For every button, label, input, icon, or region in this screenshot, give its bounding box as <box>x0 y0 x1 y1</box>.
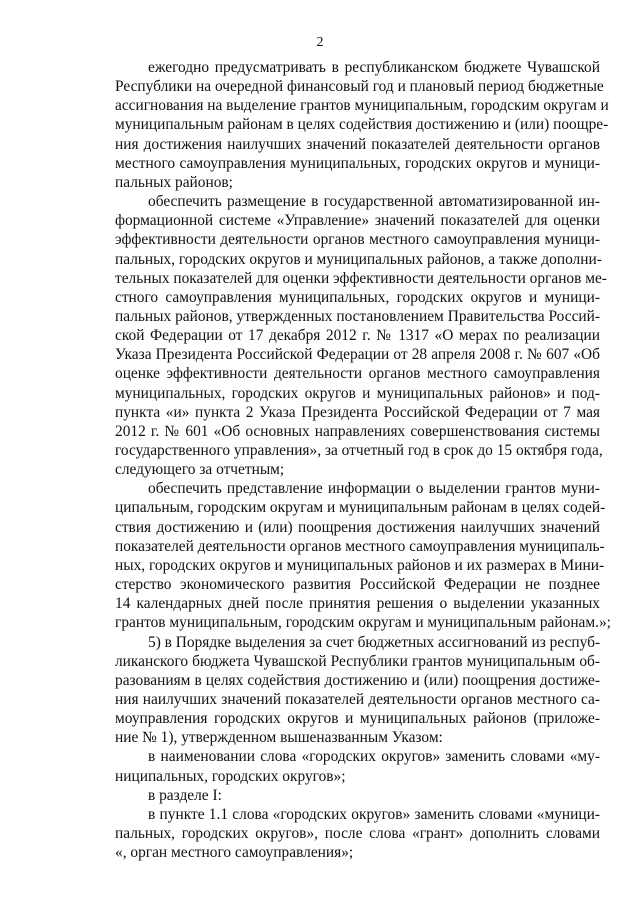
text-line: разованиям в целях содействия достижению и (или) поощрения достиже- <box>115 671 600 689</box>
text-line: 14 календарных дней после принятия решения о выделении указанных <box>115 595 600 613</box>
text-line: ликанского бюджета Чувашской Республики грантов муниципальным об- <box>115 652 600 670</box>
text-line: ние № 1), утвержденном вышеназванным Указом: <box>115 729 443 747</box>
text-line: ежегодно предусматривать в республиканском бюджете Чувашской <box>148 59 600 76</box>
text-line: в пункте 1.1 слова «городских округов» заменить словами «муници- <box>148 805 600 823</box>
text-line: государственного управления», за отчетный год в срок до 15 октября года, <box>115 442 603 459</box>
text-line: ния наилучших значений показателей деятельности органов местного са- <box>115 690 600 708</box>
text-line: 2012 г. № 601 «Об основных направлениях совершенствования системы <box>115 422 600 440</box>
text-line: муниципальным районам в целях содействия достижению и (или) поощре- <box>115 116 609 134</box>
text-line: пальных районов; <box>115 173 233 191</box>
text-line: ниципальных, городских округов»; <box>115 767 346 785</box>
text-line: ской Федерации от 17 декабря 2012 г. № 1317 «О мерах по реализации <box>115 327 600 345</box>
text-line: местного самоуправления муниципальных, городских округов и муници- <box>115 154 600 172</box>
text-line: моуправления городских округов и муниципальных районов (приложе- <box>115 710 600 728</box>
text-line: эффективности деятельности органов местного самоуправления муници- <box>115 231 600 249</box>
text-line: следующего за отчетным; <box>115 461 285 479</box>
text-line: оценке эффективности деятельности органов местного самоуправления <box>115 365 600 383</box>
text-line: ассигнования на выделение грантов муниципальным, городским округам и <box>115 97 609 115</box>
text-line: обеспечить представление информации о выделении грантов муни- <box>148 480 600 498</box>
text-line: Республики на очередной финансовый год и плановый период бюджетные <box>115 78 604 96</box>
text-line: обеспечить размещение в государственной автоматизированной ин- <box>148 193 600 210</box>
text-line: показателей деятельности органов местного самоуправления муниципаль- <box>115 537 605 555</box>
text-line: стерство экономического развития Российской Федерации не позднее <box>115 576 600 593</box>
text-line: ствия достижению и (или) поощрения достижения наилучших значений <box>115 518 600 536</box>
text-line: формационной системе «Управление» значений показателей для оценки <box>115 212 600 230</box>
text-line: в наименовании слова «городских округов» заменить словами «му- <box>148 748 600 766</box>
text-line: ных, городских округов и муниципальных районов и их размерах в Мини- <box>115 556 605 574</box>
page-number: 2 <box>316 35 324 50</box>
text-line: тельных показателей для оценки эффективности деятельности органов ме- <box>115 269 607 287</box>
text-line: пальных, городских округов и муниципальных районов, а также дополни- <box>115 250 602 268</box>
text-line: в разделе I: <box>148 786 222 804</box>
text-line: Указа Президента Российской Федерации от 28 апреля 2008 г. № 607 «Об <box>115 346 600 364</box>
text-line: 5) в Порядке выделения за счет бюджетных ассигнований из респуб- <box>148 633 601 651</box>
text-line: ципальным, городским округам и муниципальным районам в целях содей- <box>115 499 606 517</box>
text-line: ния достижения наилучших значений показателей деятельности органов <box>115 135 600 153</box>
text-line: пальных, городских округов», после слова «грант» дополнить словами <box>115 825 600 842</box>
text-line: «, орган местного самоуправления»; <box>115 844 354 862</box>
text-line: пункта «и» пункта 2 Указа Президента Российской Федерации от 7 мая <box>115 403 600 421</box>
text-line: пальных районов, утвержденных постановлением Правительства Россий- <box>115 307 600 325</box>
text-line: стного самоуправления муниципальных, городских округов и муници- <box>115 288 600 306</box>
text-line: грантов муниципальным, городским округам и муниципальным районам.»; <box>115 614 611 632</box>
text-line: муниципальных, городских округов и муниципальных районов» и под- <box>115 384 600 402</box>
